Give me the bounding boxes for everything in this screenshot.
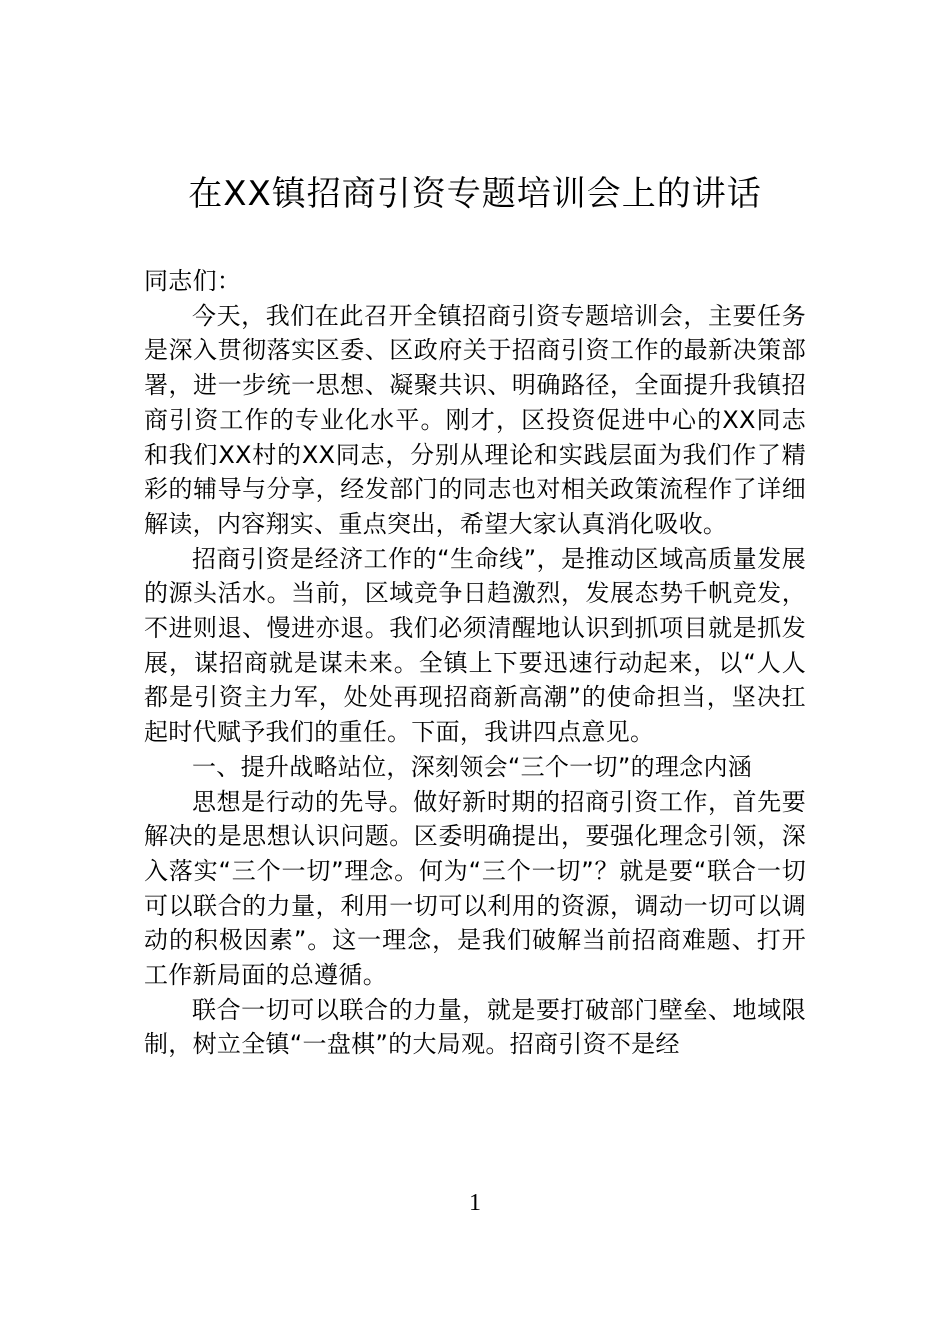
document-title: 在XX镇招商引资专题培训会上的讲话 <box>188 174 762 214</box>
paragraph-three-all: 思想是行动的先导。做好新时期的招商引资工作，首先要解决的是思想认识问题。区委明确提出，要强化理念引领，深入落实“三个一切”理念。何为“三个一切”？就是要“联合一切可以联合的力量，利用一切可以利用的资源，调动一切可以调动的积极因素”。这一理念，是我们破解当前招商难题、打开工作新局面的总遵循。 <box>144 787 806 990</box>
paragraph-unite-forces: 联合一切可以联合的力量，就是要打破部门壁垒、地域限制，树立全镇“一盘棋”的大局观。招商引资不是经 <box>144 995 806 1059</box>
paragraph-opening: 今天，我们在此召开全镇招商引资专题培训会，主要任务是深入贯彻落实区委、区政府关于招商引资工作的最新决策部署，进一步统一思想、凝聚共识、明确路径，全面提升我镇招商引资工作的专业化水平。刚才，区投资促进中心的XX同志和我们XX村的XX同志，分别从理论和实践层面为我们作了精彩的辅导与分享，经发部门的同志也对相关政策流程作了详细解读，内容翔实、重点突出，希望大家认真消化吸收。 <box>144 301 806 538</box>
page-number: 1 <box>469 1190 481 1216</box>
salutation: 同志们： <box>144 267 242 295</box>
document-body <box>144 264 806 1062</box>
paragraph-importance: 招商引资是经济工作的“生命线”，是推动区域高质量发展的源头活水。当前，区域竞争日趋激烈，发展态势千帆竞发，不进则退、慢进亦退。我们必须清醒地认识到抓项目就是抓发展，谋招商就是谋未来。全镇上下要迅速行动起来，以“人人都是引资主力军，处处再现招商新高潮”的使命担当，坚决扛起时代赋予我们的重任。下面，我讲四点意见。 <box>144 544 806 747</box>
section-heading-1: 一、提升战略站位，深刻领会“三个一切”的理念内涵 <box>192 752 753 781</box>
